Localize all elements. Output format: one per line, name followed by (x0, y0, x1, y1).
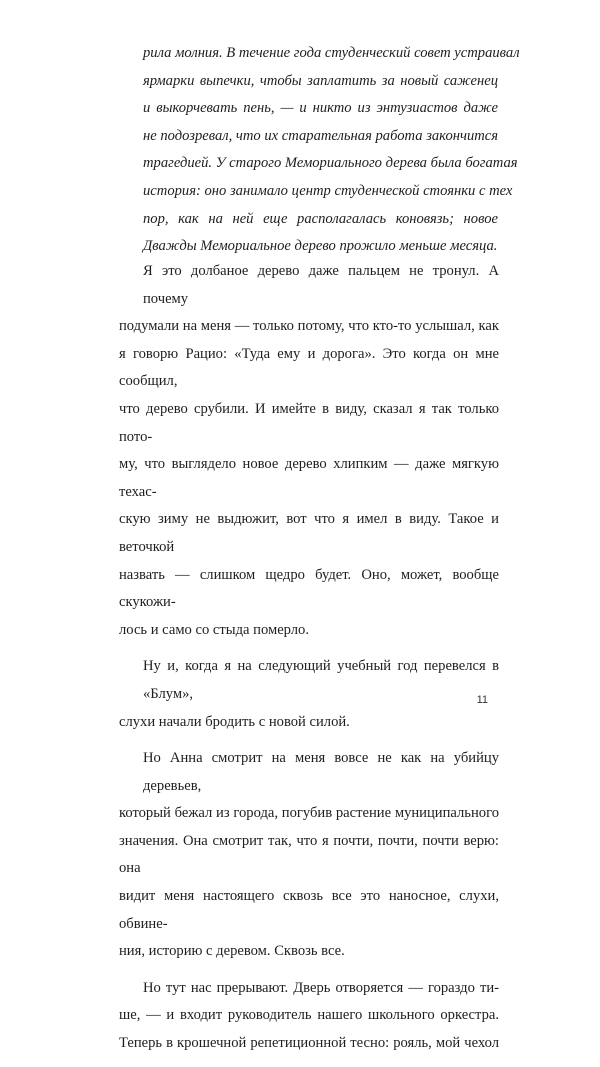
text-line: что дерево срубили. И имейте в виду, сказал я так только пото- (119, 400, 499, 445)
text-line: Ну и, когда я на следующий учебный год перевелся в «Блум», (143, 658, 499, 702)
quote-line: не подозревал, что их старательная работа закончится (143, 127, 499, 144)
text-line: слухи начали бродить с новой силой. (119, 713, 350, 730)
paragraph (119, 258, 499, 644)
text-line: я говорю Рацио: «Туда ему и дорога». Это когда он мне сообщил, (119, 345, 499, 390)
quote-line: рила молния. В течение года студенческий совет устраивал (143, 45, 520, 61)
text-line: му, что выглядело новое дерево хлипким — даже мягкую техас- (119, 456, 499, 500)
text-line: скую зиму не выдюжит, вот что я имел в виду. Такое и веточкой (119, 511, 499, 555)
text-line: назвать — слишком щедро будет. Оно, может, вообще скукожи- (119, 566, 499, 611)
quote-line: ярмарки выпечки, чтобы заплатить за новый саженец (143, 72, 498, 89)
paragraph (119, 975, 499, 1058)
text-line: ше, — и входит руководитель нашего школьного оркестра. (119, 1007, 499, 1024)
text-line: лось и само со стыда померло. (119, 621, 310, 638)
quote-line: пор, как на ней еще располагалась коновязь; новое (143, 210, 498, 227)
page-number: 11 (476, 694, 488, 706)
text-line: Но тут нас прерывают. Дверь отворяется — гораздо ти- (143, 979, 499, 996)
quote-line: Дважды Мемориальное дерево прожило меньше месяца. (143, 238, 498, 255)
text-line: видит меня настоящего сквозь все это наносное, слухи, обвине- (119, 888, 499, 932)
quote-line: трагедией. У старого Мемориального дерева была богатая (143, 155, 518, 172)
text-line: ния, историю с деревом. Сквозь все. (119, 943, 345, 960)
italic-quote-block (143, 40, 520, 261)
text-line: значения. Она смотрит так, что я почти, почти, почти верю: она (119, 832, 499, 877)
text-line: Я это долбаное дерево даже пальцем не тронул. А почему (143, 263, 499, 307)
paragraph (119, 653, 499, 736)
paragraph (119, 745, 499, 966)
quote-line: история: оно занимало центр студенческой стоянки с тех (143, 182, 513, 199)
text-line: Но Анна смотрит на меня вовсе не как на убийцу деревьев, (143, 750, 499, 794)
quote-line: и выкорчевать пень, — и никто из энтузиастов даже (143, 100, 498, 117)
body-text (119, 258, 499, 1067)
text-line: который бежал из города, погубив растение муниципального (119, 805, 499, 822)
text-line: Теперь в крошечной репетиционной тесно: рояль, мой чехол (119, 1035, 499, 1052)
text-line: подумали на меня — только потому, что кто-то услышал, как (119, 318, 499, 335)
